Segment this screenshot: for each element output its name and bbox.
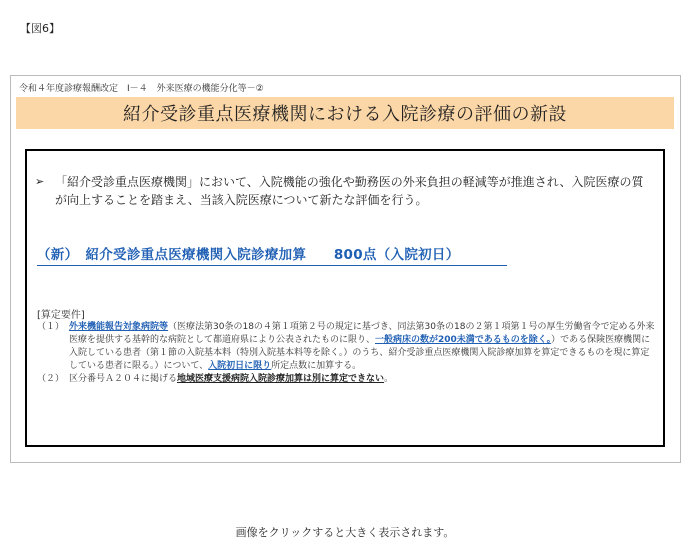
requirement-text: 区分番号Ａ２０４に掲げる — [69, 374, 178, 384]
requirement-text: 。 — [384, 374, 394, 384]
arrow-bullet-icon: ➢ — [35, 175, 45, 188]
requirement-text: 地域医療支援病院入院診療加算は別に算定できない — [177, 374, 385, 384]
requirement-number: （１） — [37, 322, 65, 332]
new-item-text: （新） 紹介受診重点医療機関入院診療加算 800点（入院初日） — [37, 247, 460, 263]
requirement-body — [69, 373, 657, 386]
requirement-number: （２） — [37, 374, 65, 384]
requirement-text: 一般病床の数が200未満であるものを除く。 — [375, 335, 552, 345]
requirement-text: （医療法第30条の18の４第１項第２号の規定に基づき、同法第30条の18の２第１項第１号の厚生労働省令で定める外来医療を提供する基幹的な病院として都道府県により公表されたものに限り、 — [69, 322, 655, 345]
slide-header: 令和４年度診療報酬改定 Ⅰ－４ 外来医療の機能分化等－② — [19, 84, 264, 94]
bullet-row — [35, 173, 650, 209]
requirement-text: 所定点数に加算する。 — [271, 361, 362, 371]
requirements-heading: [算定要件] — [37, 310, 85, 321]
requirement-text: 入院初日に限り — [208, 361, 272, 371]
content-box — [25, 149, 665, 447]
slide-image[interactable] — [10, 75, 681, 463]
requirement-item-1 — [37, 321, 657, 373]
requirement-text: ）である保険医療機関に入院している患者（第１節の入院基本料（特別入院基本料等を除く。）のうち、紹介受診重点医療機関入院診療加算を算定できるものを現に算定している患者に限る。）について、 — [69, 335, 651, 371]
new-item-line — [37, 243, 507, 266]
slide-title: 紹介受診重点医療機関における入院診療の評価の新設 — [123, 104, 567, 125]
image-caption: 画像をクリックすると大きく表示されます。 — [235, 526, 455, 539]
figure-label: 【図6】 — [20, 22, 60, 35]
requirement-text: 外来機能報告対象病院等 — [69, 322, 169, 332]
requirement-item-2 — [37, 373, 657, 386]
title-bar — [16, 97, 674, 129]
requirement-body — [69, 321, 657, 373]
bullet-text: 「紹介受診重点医療機関」において、入院機能の強化や勤務医の外来負担の軽減等が推進され、入院医療の質が向上することを踏まえ、当該入院医療について新たな評価を行う。 — [55, 175, 644, 207]
